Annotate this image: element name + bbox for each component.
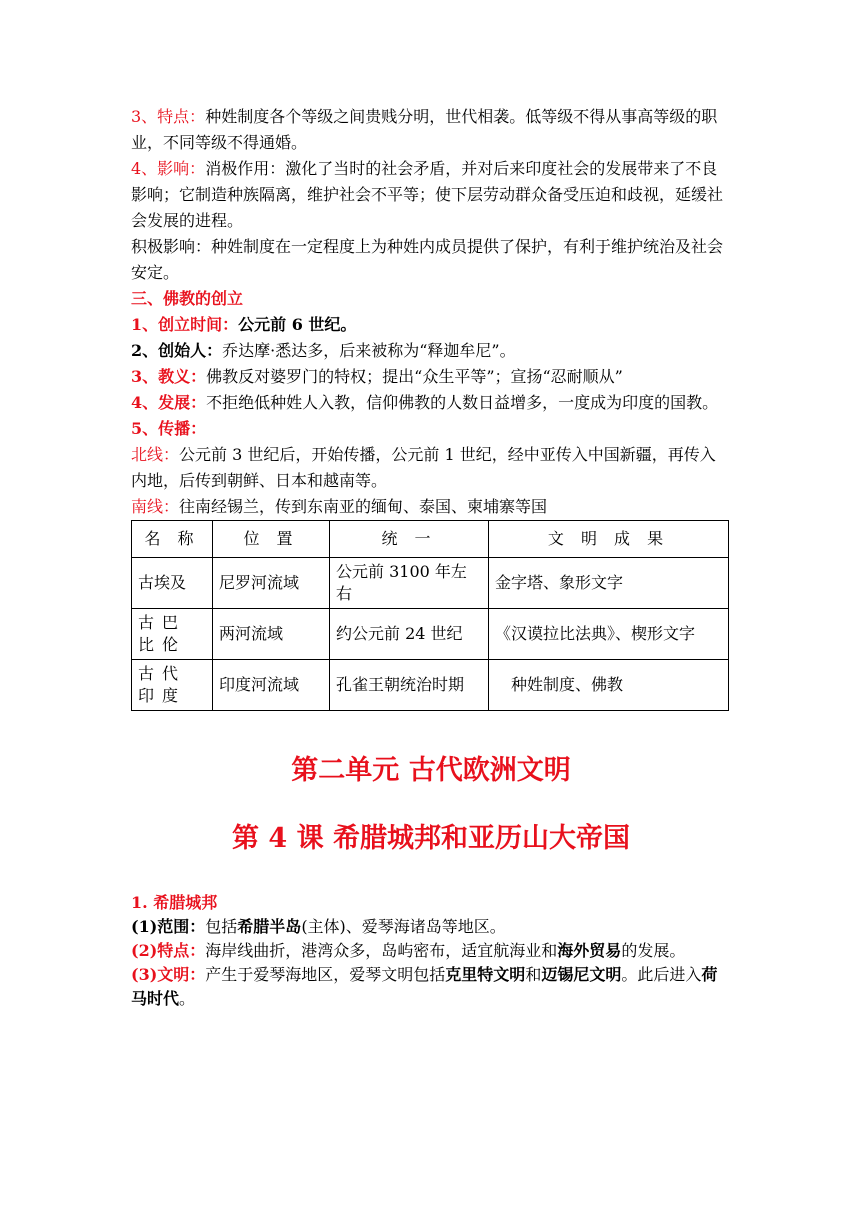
civ-mid: 和 [525,965,542,984]
civ-end: 。 [179,989,196,1008]
features-paragraph [131,104,731,156]
header-location: 位 置 [213,521,330,558]
greece-civilization [131,963,731,1011]
civilizations-table [131,520,729,711]
civ-bold-mycenae: 迈锡尼文明 [541,965,622,984]
founder-text: 乔达摩·悉达多，后来被称为“释迦牟尼”。 [222,341,516,360]
positive-paragraph: 积极影响：种姓制度在一定程度上为种姓内成员提供了保护，有利于维护统治及社会安定。 [131,237,724,282]
doctrine-text: 佛教反对婆罗门的特权；提出“众生平等”；宣扬“忍耐顺从” [206,367,623,386]
north-text: 公元前 3 世纪后，开始传播，公元前 1 世纪，经中亚传入中国新疆，再传入内地，后传到朝鲜、日本和越南等。 [131,445,716,490]
scope-label: (1)范围： [131,917,206,936]
cell-achievements: 金字塔、象形文字 [489,558,729,609]
influence-text: 消极作用：激化了当时的社会矛盾，并对后来印度社会的发展带来了不良影响；它制造种族隔离，维护社会不平等；使下层劳动群众备受压迫和歧视，延缓社会发展的进程。 [131,159,724,230]
founder-label: 2、创始人： [131,341,223,360]
feat-pre: 海岸线曲折，港湾众多，岛屿密布，适宜航海业和 [205,941,558,960]
table-row [132,660,729,711]
lesson-title: 第 4 课 希腊城邦和亚历山大帝国 [232,823,630,854]
scope-bold: 希腊半岛 [237,917,302,936]
influence-label: 4、影响： [131,159,206,178]
table-header-row [132,521,729,558]
header-achievements: 文 明 成 果 [489,521,729,558]
cell-location: 印度河流域 [213,660,330,711]
table-row [132,609,729,660]
greece-features [131,939,731,963]
header-name: 名 称 [132,521,213,558]
cell-unification: 公元前 3100 年左右 [330,558,489,609]
scope-pre: 包括 [205,917,238,936]
unit-title: 第二单元 古代欧洲文明 [291,755,571,786]
cell-achievements: 种姓制度、佛教 [489,660,729,711]
feat-post: 的发展。 [621,941,686,960]
doctrine-label: 3、教义： [131,367,207,386]
south-route [131,494,731,520]
north-label: 北线： [131,445,180,464]
greece-section [131,891,731,1011]
greece-heading: 1. 希腊城邦 [131,893,218,912]
cell-unification: 约公元前 24 世纪 [330,609,489,660]
civ-pre: 产生于爱琴海地区，爱琴文明包括 [205,965,446,984]
time-label: 1、创立时间： [131,315,239,334]
header-unification: 统 一 [330,521,489,558]
table-row [132,558,729,609]
civ-label: (3)文明： [131,965,206,984]
cell-achievements: 《汉谟拉比法典》、楔形文字 [489,609,729,660]
cell-location: 尼罗河流域 [213,558,330,609]
south-label: 南线： [131,497,180,516]
features-text: 种姓制度各个等级之间贵贱分明，世代相袭。低等级不得从事高等级的职业，不同等级不得通婚。 [131,107,718,152]
buddhism-founder [131,338,731,364]
feat-bold: 海外贸易 [557,941,622,960]
cell-unification: 孔雀王朝统治时期 [330,660,489,711]
north-route [131,442,731,494]
civ-bold-homer: 荷马时代 [131,965,718,1008]
features-label: 3、特点： [131,107,206,126]
south-text: 往南经锡兰，传到东南亚的缅甸、泰国、柬埔寨等国 [179,497,548,516]
greece-scope [131,915,731,939]
cell-name: 古巴比伦 [132,609,213,660]
civ-bold-crete: 克里特文明 [445,965,526,984]
feat-label: (2)特点： [131,941,206,960]
develop-text: 不拒绝低种姓人入教，信仰佛教的人数日益增多，一度成为印度的国教。 [206,393,719,412]
cell-location: 两河流域 [213,609,330,660]
cell-name: 古代印度 [132,660,213,711]
influence-paragraph [131,156,731,234]
document-page [131,104,731,1011]
scope-post: (主体)、爱琴海诸岛等地区。 [301,917,506,936]
cell-name: 古埃及 [132,558,213,609]
civ-mid2: 。此后进入 [621,965,702,984]
buddhism-develop [131,390,731,416]
buddhism-doctrine [131,364,731,390]
spread-label: 5、传播： [131,419,207,438]
develop-label: 4、发展： [131,393,207,412]
buddhism-time [131,312,731,338]
buddhism-heading: 三、佛教的创立 [131,289,244,308]
time-value: 公元前 6 世纪。 [238,315,357,334]
